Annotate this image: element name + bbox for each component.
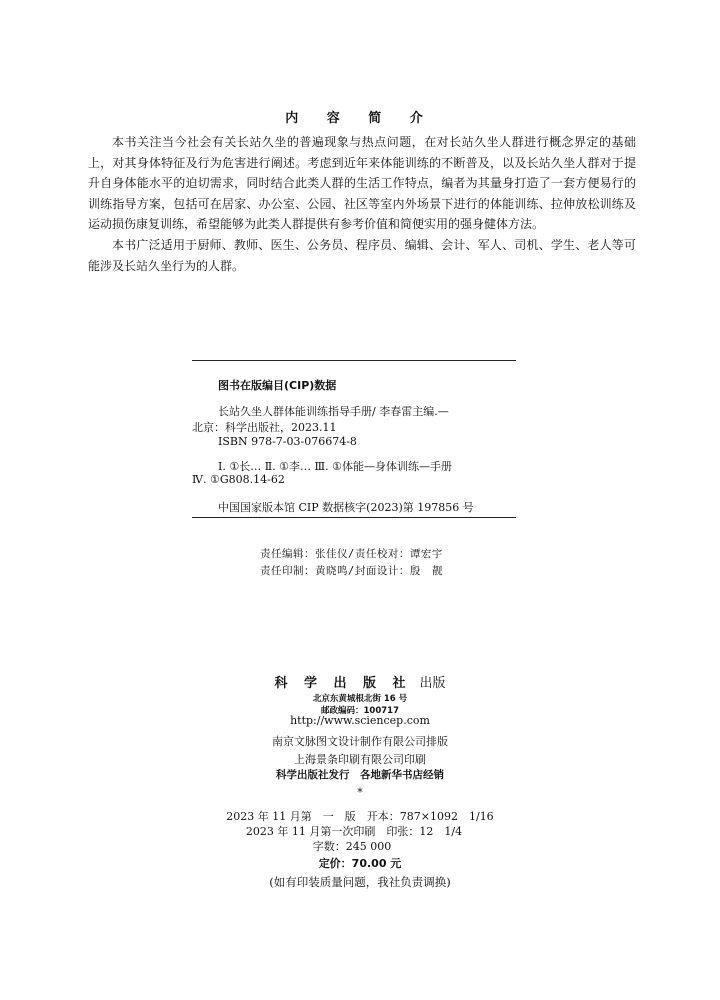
cip-classification-2: Ⅳ. ①G808.14-62	[192, 473, 285, 486]
summary-paragraph-1: 本书关注当今社会有关长站久坐的普遍现象与热点问题，在对长站久坐人群进行概念界定的基础上，对其身体特征及行为危害进行阐述。考虑到近年来体能训练的不断普及，以及长站久坐人群对于提升自身体能水平的迫切需求，同时结合此类人群的生活工作特点，编者为其量身打造了一套方便易行的训练指导方案，包括可在居家、办公室、公园、社区等室内外场景下进行的体能训练、拉伸放松训练及运动损伤康复训练，希望能够为此类人群提供有参考价值和简便实用的强身健体方法。	[88, 135, 636, 232]
publisher-suffix: 出版	[419, 676, 446, 691]
publisher-address: 北京东黄城根北街 16 号	[312, 694, 408, 704]
publisher-postcode: 邮政编码：100717	[321, 706, 399, 716]
staff-line-1: 责任编辑：张佳仪/责任校对：谭宏宇	[260, 548, 443, 560]
summary-title: 内 容 简 介	[285, 111, 435, 126]
distribution: 科学出版社发行 各地新华书店经销	[276, 769, 444, 781]
cip-verify-number: 中国国家版本馆 CIP 数据核字(2023)第 197856 号	[218, 501, 474, 514]
edition-info: 2023 年 11 月第 一 版 开本：787×1092 1/16	[226, 810, 494, 823]
separator-star: *	[357, 786, 363, 799]
publisher-line	[0, 672, 720, 691]
cip-heading: 图书在版编目(CIP)数据	[218, 379, 337, 392]
summary-paragraph-2: 本书广泛适用于厨师、教师、医生、公务员、程序员、编辑、会计、军人、司机、学生、老人等可能涉及长站久坐行为的人群。	[88, 237, 636, 273]
word-count: 字数：245 000	[312, 840, 392, 853]
summary-body	[88, 132, 636, 276]
cip-isbn: ISBN 978-7-03-076674-8	[218, 435, 357, 448]
publisher-name: 科 学 出 版 社	[274, 676, 412, 691]
cip-top-rule	[192, 360, 516, 361]
quality-notice: (如有印装质量问题，我社负责调换)	[269, 875, 451, 889]
typesetter: 南京文脉图文设计制作有限公司排版	[272, 735, 448, 748]
publisher-url: http://www.sciencep.com	[290, 714, 430, 727]
cip-publisher-line: 北京：科学出版社，2023.11	[192, 421, 337, 434]
cip-classification-1: Ⅰ. ①长… Ⅱ. ①李… Ⅲ. ①体能—身体训练—手册	[218, 460, 452, 473]
cip-bottom-rule	[192, 517, 516, 518]
staff-line-2: 责任印制：黄晓鸣/封面设计：殷 靓	[260, 565, 443, 577]
price: 定价：70.00 元	[318, 857, 402, 870]
cip-title-line: 长站久坐人群体能训练指导手册/ 李春雷主编.—	[218, 405, 449, 418]
printer: 上海景条印刷有限公司印刷	[294, 753, 426, 766]
printing-info: 2023 年 11 月第一次印刷 印张：12 1/4	[245, 825, 463, 838]
